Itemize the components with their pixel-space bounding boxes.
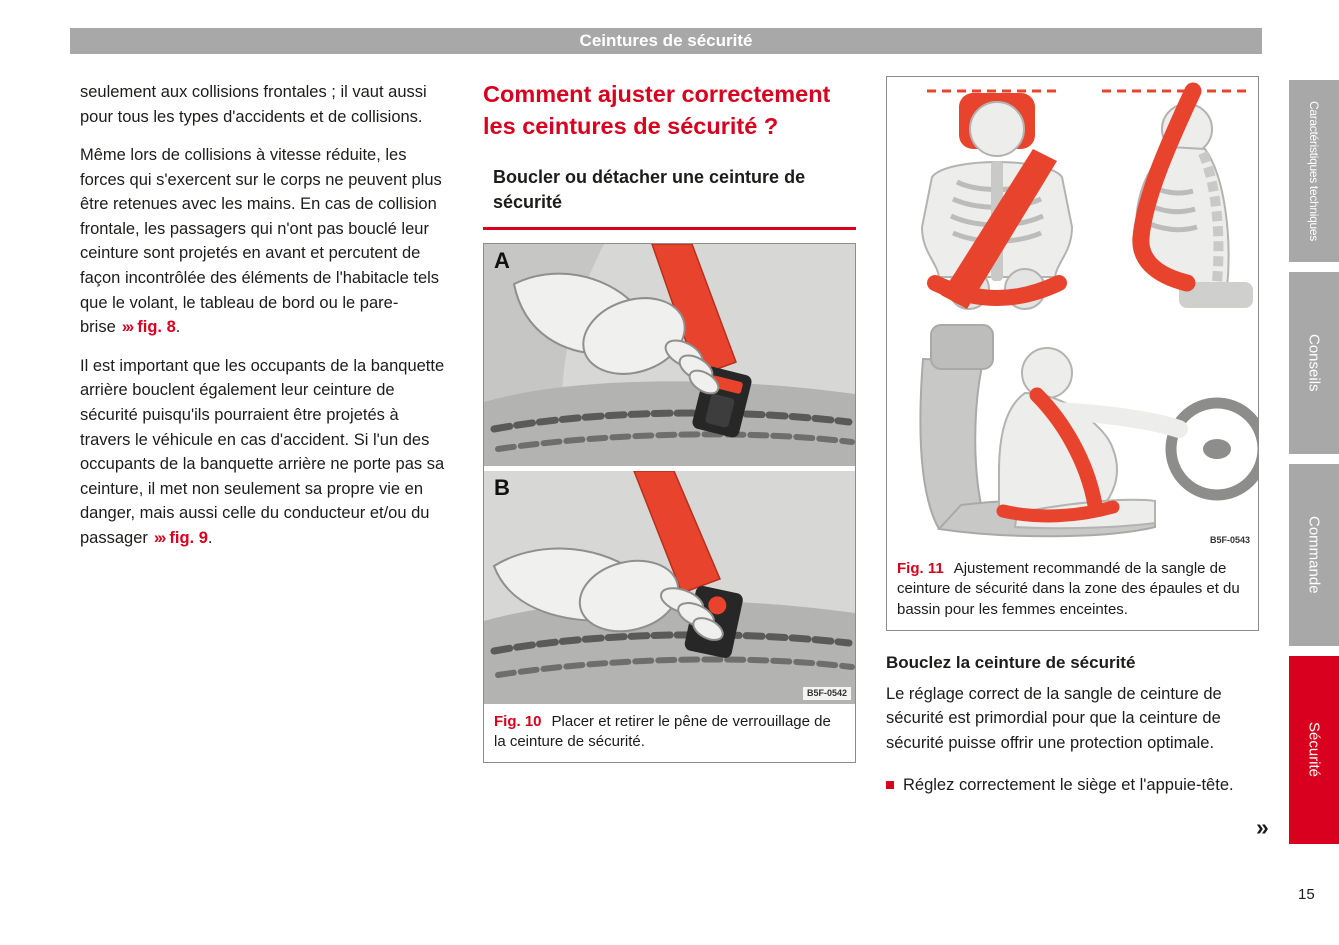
tab-caracteristiques-techniques[interactable] bbox=[1289, 80, 1339, 262]
figure-10-caption-label: Fig. 10 bbox=[494, 712, 542, 730]
panel-b-label: B bbox=[494, 474, 510, 500]
paragraph-collision-forces bbox=[80, 143, 453, 340]
seatbelt-buckle-insert-illustration bbox=[484, 244, 855, 466]
figure-11-caption-label: Fig. 11 bbox=[897, 560, 944, 577]
figure-10-panel-b bbox=[484, 471, 855, 704]
figure-10-panel-a bbox=[484, 244, 855, 466]
right-column bbox=[886, 76, 1259, 798]
paragraph-text: Même lors de collisions à vitesse réduite, les forces qui s'exercent sur le corps ne peuvent plus être retenues avec les mains. En cas de collision frontale, les passagers qui n'ont pas bouclé leur ceinture sont projetés en avant et percutent de façon incontrôlée des éléments de l'habitacle tels que le volant, le tableau de bord ou le pare-brise bbox=[80, 146, 442, 337]
paragraph-belt-adjustment: Le réglage correct de la sangle de ceinture de sécurité est primordial pour que la ceinture de sécurité puisse offrir une protection optimale. bbox=[886, 684, 1222, 752]
tab-label: Conseils bbox=[1305, 334, 1323, 392]
tab-label: Caractéristiques techniques bbox=[1307, 101, 1321, 241]
list-item bbox=[886, 773, 1259, 798]
middle-column bbox=[483, 78, 856, 763]
figure-11-image bbox=[887, 77, 1258, 551]
chapter-title: Ceintures de sécurité bbox=[579, 31, 753, 50]
tab-securite[interactable] bbox=[1289, 656, 1339, 844]
fig-9-reference-link[interactable]: fig. 9 bbox=[169, 528, 208, 547]
image-code-label: B5F-0542 bbox=[803, 687, 851, 700]
paragraph-collisions-intro: seulement aux collisions frontales ; il vaut aussi pour tous les types d'accidents et de collisions. bbox=[80, 83, 427, 126]
pregnant-belt-position-illustration bbox=[887, 77, 1258, 551]
paragraph-text: . bbox=[207, 528, 213, 547]
figure-10-caption bbox=[484, 704, 855, 763]
tab-conseils[interactable] bbox=[1289, 272, 1339, 454]
paragraph-rear-passengers bbox=[80, 354, 453, 551]
figure-10-caption-text: Placer et retirer le pêne de verrouillage de la ceinture de sécurité. bbox=[494, 712, 831, 750]
tab-label: Commande bbox=[1305, 516, 1323, 594]
figure-10 bbox=[483, 243, 856, 764]
paragraph-text: . bbox=[175, 318, 181, 337]
fig-8-reference-link[interactable]: fig. 8 bbox=[137, 318, 176, 337]
figure-11 bbox=[886, 76, 1259, 631]
tab-label: Sécurité bbox=[1305, 722, 1323, 778]
seatbelt-buckle-release-illustration bbox=[484, 471, 855, 704]
figure-11-caption-text: Ajustement recommandé de la sangle de ceinture de sécurité dans la zone des épaules et du bassin pour les femmes enceintes. bbox=[897, 560, 1240, 618]
page-number: 15 bbox=[1298, 886, 1315, 903]
cross-ref-arrows-icon: ››› bbox=[153, 528, 165, 547]
chapter-header-bar bbox=[70, 28, 1262, 54]
paragraph-text: Il est important que les occupants de la banquette arrière bouclent également leur ceinture de sécurité puisqu'ils pourraient être projetés à travers le véhicule en cas d'accident. Si l'un des occupants de la banquette arrière ne porte pas sa ceinture, il met non seulement sa propre vie en danger, mais aussi celle du conducteur et/ou du passager bbox=[80, 356, 445, 547]
figure-11-caption bbox=[887, 551, 1258, 630]
image-code-label: B5F-0543 bbox=[1206, 534, 1254, 547]
left-column bbox=[80, 80, 453, 564]
panel-a-label: A bbox=[494, 247, 510, 273]
page-continuation-icon: » bbox=[1256, 814, 1269, 840]
bullet-text: Réglez correctement le siège et l'appuie-tête. bbox=[903, 776, 1234, 795]
bullet-icon bbox=[886, 781, 894, 789]
cross-ref-arrows-icon: ››› bbox=[121, 318, 133, 337]
section-heading: Comment ajuster correctement les ceintures de sécurité ? bbox=[483, 81, 831, 140]
tab-commande[interactable] bbox=[1289, 464, 1339, 646]
buckle-seatbelt-heading: Bouclez la ceinture de sécurité bbox=[886, 652, 1136, 672]
subsection-heading: Boucler ou détacher une ceinture de sécurité bbox=[483, 165, 856, 230]
